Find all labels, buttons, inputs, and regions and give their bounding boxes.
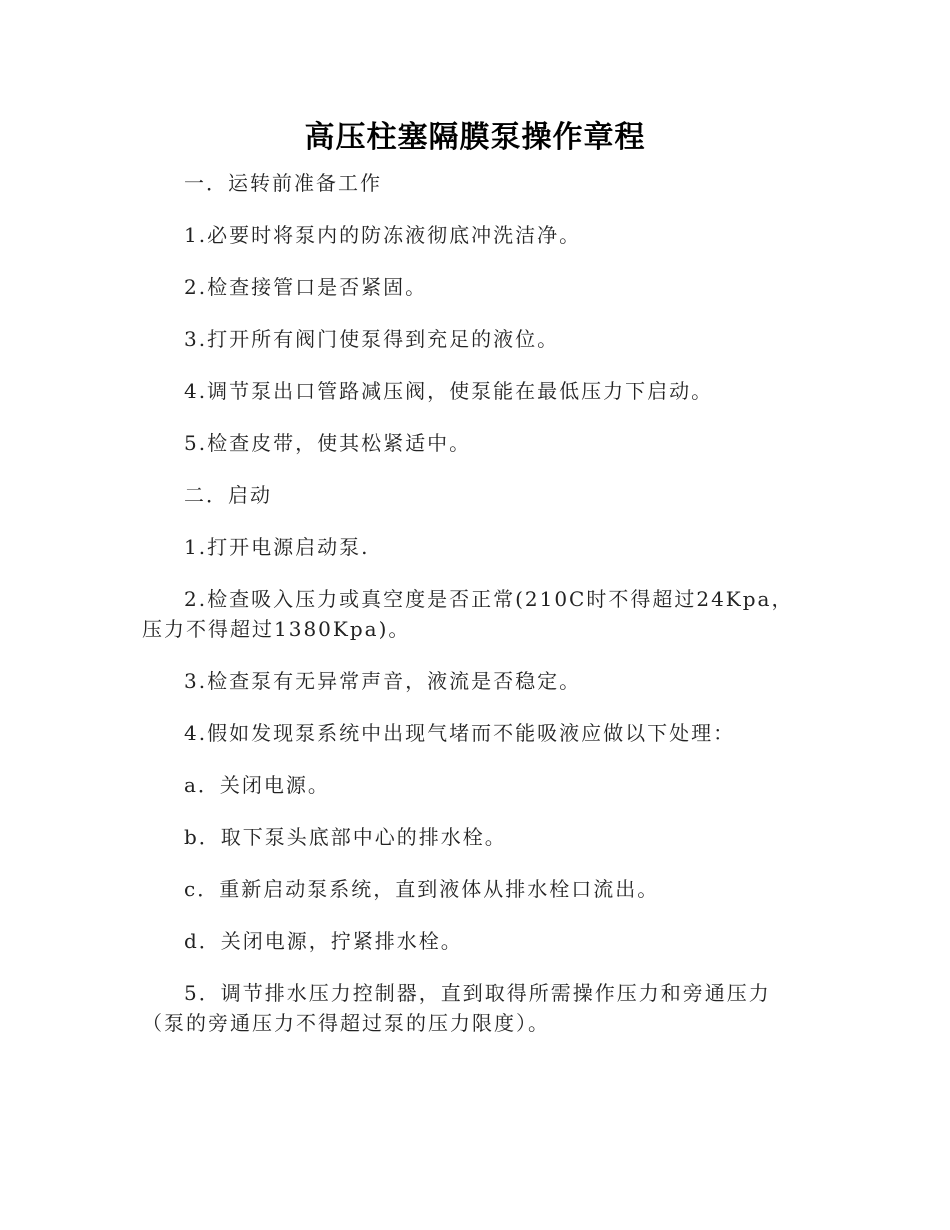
document-body — [142, 168, 808, 1060]
paragraph-start-3: 3.检查泵有无异常声音，液流是否稳定。 — [184, 669, 582, 693]
paragraph-start-1: 1.打开电源启动泵. — [184, 535, 370, 559]
paragraph-start-2: 2.检查吸入压力或真空度是否正常(210C时不得超过24Kpa，压力不得超过1380Kpa)。 — [142, 587, 794, 641]
paragraph-prep-1: 1.必要时将泵内的防冻液彻底冲洗洁净。 — [184, 223, 582, 247]
paragraph-prep-3: 3.打开所有阀门使泵得到充足的液位。 — [184, 327, 560, 351]
paragraph-step-b: b．取下泵头底部中心的排水栓。 — [184, 825, 507, 849]
document-title: 高压柱塞隔膜泵操作章程 — [304, 120, 646, 155]
paragraph-step-a: a．关闭电源。 — [184, 773, 330, 797]
paragraph-start-4: 4.假如发现泵系统中出现气堵而不能吸液应做以下处理： — [184, 721, 736, 745]
paragraph-step-d: d．关闭电源，拧紧排水栓。 — [184, 929, 463, 953]
paragraph-start-5: 5．调节排水压力控制器，直到取得所需操作压力和旁通压力（泵的旁通压力不得超过泵的压力限度）。 — [142, 981, 771, 1035]
paragraph-prep-5: 5.检查皮带，使其松紧适中。 — [184, 431, 472, 455]
paragraph-prep-2: 2.检查接管口是否紧固。 — [184, 275, 428, 299]
paragraph-step-c: c．重新启动泵系统，直到液体从排水栓口流出。 — [184, 877, 660, 901]
section-heading-startup: 二．启动 — [184, 483, 272, 507]
section-heading-preparation: 一．运转前准备工作 — [184, 171, 382, 195]
paragraph-prep-4: 4.调节泵出口管路减压阀，使泵能在最低压力下启动。 — [184, 379, 714, 403]
